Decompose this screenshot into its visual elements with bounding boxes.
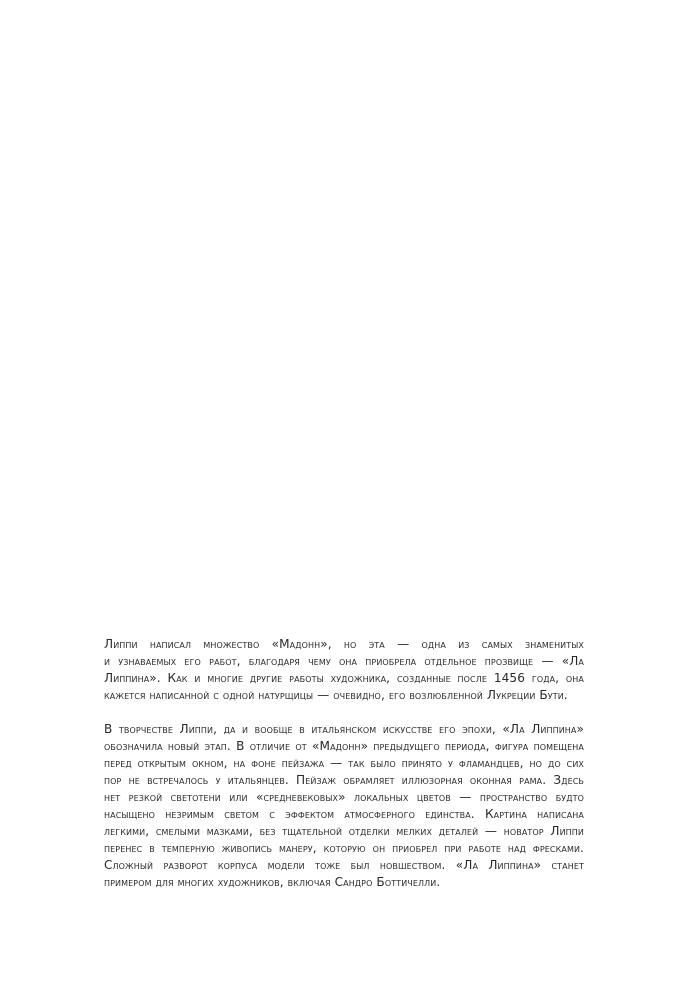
text-line: и узнаваемых его работ, благодаря чему она приобрела отдельное прозвище — «Ла (104, 654, 584, 668)
text-line: пор не встречалось у итальянцев. Пейзаж обрамляет иллюзорная оконная рама. Здесь (104, 773, 584, 787)
text-line: примером для многих художников, включая Сандро Боттичелли. (104, 875, 441, 889)
text-line: перед открытым окном, на фоне пейзажа — так было принято у фламандцев, но до сих (104, 756, 584, 770)
text-line: кажется написанной с одной натурщицы — очевидно, его возлюбленной Лукреции Бути. (104, 688, 568, 702)
paragraph-2 (104, 721, 584, 891)
text-line: Липпина». Как и многие другие работы художника, созданные после 1456 года, она (104, 671, 584, 685)
text-line: перенес в темперную живопись манеру, которую он приобрел при работе над фресками. (104, 841, 584, 855)
text-line: насыщено незримым светом с эффектом атмосферного единства. Картина написана (104, 807, 584, 821)
text-line: В творчестве Липпи, да и вообще в итальянском искусстве его эпохи, «Ла Липпина» (104, 722, 584, 736)
text-line: Сложный разворот корпуса модели тоже был новшеством. «Ла Липпина» станет (104, 858, 584, 872)
text-line: легкими, смелыми мазками, без тщательной отделки мелких деталей — новатор Липпи (104, 824, 584, 838)
paragraph-1 (104, 636, 584, 704)
text-line: обозначила новый этап. В отличие от «Мадонн» предыдущего периода, фигура помещена (104, 739, 584, 753)
text-line: Липпи написал множество «Мадонн», но эта — одна из самых знаменитых (104, 637, 584, 651)
paragraph-spacer (104, 704, 584, 721)
body-text (104, 636, 584, 891)
text-line: нет резкой светотени или «средневековых» локальных цветов — пространство будто (104, 790, 584, 804)
